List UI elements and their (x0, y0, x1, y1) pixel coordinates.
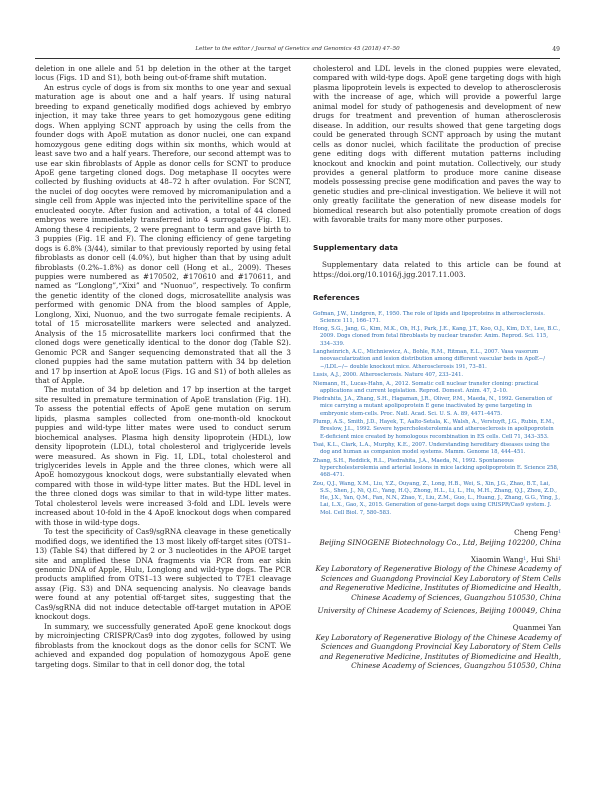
reference-list (313, 311, 561, 517)
running-title: Letter to the editor / Journal of Genetics and Genomics 45 (2018) 47–50 (195, 46, 400, 52)
reference-item[interactable]: Gofman, J.W., Lindgren, F., 1950. The role of lipids and lipoproteins in atherosclerosis. Science 111, 166–171. (313, 310, 545, 324)
page-number: 49 (552, 46, 560, 53)
reference-item[interactable]: Lusis, A.J., 2000. Atherosclerosis. Nature 407, 233–241. (313, 372, 464, 379)
reference-item[interactable]: Zou, Q.J., Wang, X.M., Liu, Y.Z., Ouyang, Z., Long, H.B., Wei, S., Xin, J.G., Zhao, B.T., Lai, S.S., Shen, J., Ni, Q.C., Yang, H.Q., Zhong, H.L., Li, L., Hu, M.H., Zhang, Q.J., Zhou, Z.D., He, J.X., Yan, Q.M., Fan, N.N., Zhao, Y., Liu, Z.M., Guo, L., Huang, J., Zhang, G.G., Ying, J., Lai, L.X., Gao, X., 2015. Generation of gene-target dogs using CRISPR/Cas9 system. J. Mol. Cell Biol. 7, 580–583. (313, 480, 561, 516)
paragraph: An estrus cycle of dogs is from six months to one year and sexual maturation age is about one and a half years. If using natural breeding to expand genetically modified dogs achieved by embryo injection, it may take three years to get homozygous gene editing dogs. When applying SCNT approach by using the cells from the founder dogs with ApoE mutation as donor nuclei, one can expand homozygous gene editing dogs within six months, which would at least save two and a half years. Therefore, our second attempt was to use ear skin fibroblasts of Apple as donor cells for SCNT to produce ApoE gene targeting cloned dogs. Dog metaphase II oocytes were collected by flushing oviducts at 48–72 h after ovulation. For SCNT, the nuclei of dog oocytes were removed by micromanipulation and a single cell from Apple was injected into the perivitelline space of the enucleated oocyte. After fusion and activation, a total of 44 cloned embryos were immediately transferred into 4 surrogates (Fig. 1E). Among these 4 recipients, 2 were pregnant to term and gave birth to 3 puppies (Fig. 1E and F). The cloning efficiency of gene targeting dogs is 6.8% (3/44), similar to that previously reported by using fetal fibroblasts as donor cell (4.0%), but higher than that by using adult fibroblasts (0.2%–1.8%) as donor cell (Hong et al., 2009). Theses puppies were numbered as #170502, #170610 and #170611, and named as “Longlong”,“Xixi” and “Nuonuo”, respectively. To confirm the genetic identity of the cloned dogs, microsatellite analysis was performed with genomic DNA from the blood samples of Apple, Longlong, Xixi, Nuonuo, and the two surrogate female recipients. A total of 15 microsatellite markers were selected and analyzed. Analysis of the 15 microsatellite markers loci confirmed that the cloned dogs were genetically identical to the donor dog (Table S2). Genomic PCR and Sanger sequencing demonstrated that all the 3 cloned puppies had the same mutation pattern with 34 bp deletion and 17 bp insertion at ApoE locus (Figs. 1G and S1) of both alleles as that of Apple. (35, 82, 291, 385)
supplementary-heading: Supplementary data (313, 242, 399, 252)
author-block (313, 528, 561, 670)
reference-item[interactable]: Tsai, K.L., Clark, L.A., Murphy, K.E., 2007. Understanding hereditary diseases using the dog and human as companion model systems. Mamm. Genome 18, 444–451. (313, 442, 550, 456)
right-column (313, 64, 561, 670)
paragraph: To test the specificity of Cas9/sgRNA cleavage in these genetically modified dogs, we identified the 13 most likely off-target sites (OTS1–13) (Table S4) that differed by 2 or 3 nucleotides in the APOE target site and amplified these DNA fragments via PCR from ear skin genomic DNA of Apple, Hulu, Longlong and wild-type dogs. The PCR products amplified from OTS1–13 were subjected to T7E1 cleavage assay (Fig. S3) and DNA sequencing analysis. No cleavage bands were found at any potential off-target sites, suggesting that the Cas9/sgRNA did not induce detectable off-target mutation in APOE knockout dogs. (35, 527, 291, 622)
paragraph: cholesterol and LDL levels in the cloned puppies were elevated, compared with wild-type dogs. ApoE gene targeting dogs with high plasma lipoprotein levels is expected to develop to atherosclerosis with the increase of age, which will provide a powerful large animal model for study of pathogenesis and development of new drugs for treatment and prevention of human atherosclerosis disease. In addition, our results showed that gene targeting dogs could be generated through SCNT approach by using the mutant cells as donor nuclei, which facilitate the production of precise gene editing dogs with different mutation patterns including knockout and knockin and point mutation. Collectively, our study provides a general platform to produce more canine disease models possessing precise gene modification and paves the way to genetic studies and pre-clinical investigation. We believe it will not only greatly facilitate the generation of new disease models for biomedical research but also potentially promote creation of dogs with favorable traits for many more other purposes. (313, 64, 561, 225)
reference-item[interactable]: Plump, A.S., Smith, J.D., Hayek, T., Aalto-Setala, K., Walsh, A., Verstuyft, J.G., Rubin, E.M., Breslow, J.L., 1992. Severe hypercholesterolemia and atherosclerosis in apolipoprotein E-deficient mice created by homologous recombination in ES cells. Cell 71, 343–353. (313, 419, 555, 440)
author-name: Cheng Feng$^1$ (514, 528, 561, 538)
reference-item[interactable]: Zhang, S.H., Reddick, R.L., Piedrahita, J.A., Maeda, N., 1992. Spontaneous hypercholesterolemia and arterial lesions in mice lacking apolipoprotein E. Science 258, 468–471. (313, 457, 559, 479)
supplementary-text[interactable]: Supplementary data related to this article can be found at https://doi.org/10.1016/j.jgg.2017.11.003. (313, 260, 561, 279)
author-affiliation: Key Laboratory of Regenerative Biology of the Chinese Academy of Sciences and Guangdong Provincial Key Laboratory of Stem Cells and Regenerative Medicine, Institutes of Biomedicine and Health, Chinese Academy of Sciences, Guangzhou 510530, China (315, 632, 561, 671)
reference-item[interactable]: Piedrahita, J.A., Zhang, S.H., Hagaman, J.R., Oliver, P.M., Maeda, N., 1992. Generation of mice carrying a mutant apolipoprotein E gene inactivated by gene targeting in embryonic stem-cells. Proc. Natl. Acad. Sci. U. S. A. 89, 4471–4475. (313, 396, 552, 417)
reference-item[interactable]: Langheinrich, A.C., Michniewicz, A., Bohle, R.M., Ritman, E.L., 2007. Vasa vasorum neovascularization and lesion distribution among different vascular beds in ApoE−/−/LDL−/− double knockout mice. Atherosclerosis 191, 73–81. (313, 349, 545, 370)
reference-item[interactable]: Hong, S.G., Jang, G., Kim, M.K., Oh, H.J., Park, J.E., Kang, J.T., Koo, O.J., Kim, D.Y., Lee, B.C., 2009. Dogs cloned from fetal fibroblasts by nuclear transfer. Anim. Reprod. Sci. 115, 334–339. (313, 326, 561, 347)
running-head (0, 46, 595, 58)
paragraph: In summary, we successfully generated ApoE gene knockout dogs by microinjecting CRISPR/Cas9 into dog zygotes, followed by using fibroblasts from the knockout dogs as the donor cells for SCNT. We achieved and expanded dog population of homozygous ApoE gene targeting dogs. Similar to that in cell donor dog, the total (35, 621, 291, 669)
author-affiliation: Beijing SINOGENE Biotechnology Co., Ltd, Beijing 102200, China (319, 537, 561, 547)
author-name: Quanmei Yan (512, 623, 561, 633)
header-rule (35, 58, 560, 59)
author-name: Xiaomin Wang$^1$, Hui Shi$^1$ (470, 554, 561, 564)
author-affiliation: University of Chinese Academy of Sciences, Beijing 100049, China (317, 605, 561, 615)
paragraph: deletion in one allele and 51 bp deletion in the other at the target locus (Figs. 1D and S1), both being out-of-frame shift mutation. (35, 64, 291, 83)
paragraph: The mutation of 34 bp deletion and 17 bp insertion at the target site resulted in premature termination of ApoE translation (Fig. 1H). To assess the potential effects of ApoE gene mutation on serum lipids, plasma samples collected from one-month-old knockout puppies and wild-type litter mates were used to conduct serum biochemical analyses. Plasma high density lipoprotein (HDL), low density lipoprotein (LDL), total cholesterol and triglyceride levels were measured. As shown in Fig. 1I, LDL, total cholesterol and triglycerides levels in Apple and the three clones, which were all ApoE homozygous knockout dogs, were substantially elevated when compared with those in wild-type litter mates. But the HDL level in the three cloned dogs was similar to that in wild-type litter mates. Total cholesterol levels were increased 3-fold and LDL levels were increased about 10-fold in the 4 ApoE knockout dogs when compared with those in wild-type dogs. (35, 385, 291, 527)
reference-item[interactable]: Niemann, H., Lucas-Hahn, A., 2012. Somatic cell nuclear transfer cloning: practical applications and current legislation. Reprod. Domest. Anim. 47, 2–10. (313, 380, 539, 394)
references-heading: References (313, 293, 360, 303)
author-affiliation: Key Laboratory of Regenerative Biology of the Chinese Academy of Sciences and Guangdong Provincial Key Laboratory of Stem Cells and Regenerative Medicine, Institutes of Biomedicine and Health, Chinese Academy of Sciences, Guangzhou 510530, China (315, 564, 561, 602)
left-column (35, 64, 291, 669)
